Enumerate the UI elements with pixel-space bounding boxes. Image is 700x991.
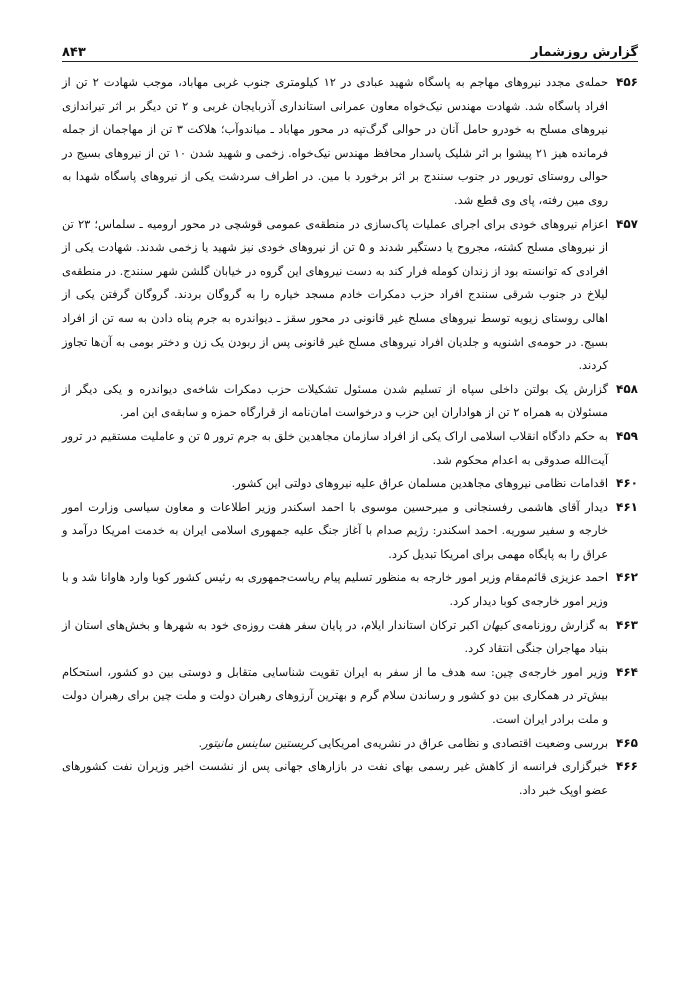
entry-number: ۴۵۸ — [616, 381, 638, 396]
publication-name: کیهان — [482, 617, 509, 632]
entry-text-part: بررسی وضعیت اقتصادی و نظامی عراق در نشریه‌ی امریکایی — [315, 735, 608, 750]
entry-text: اقدامات نظامی نیروهای مجاهدین مسلمان عراق علیه نیروهای دولتی این کشور. — [231, 476, 608, 491]
entry-text: احمد عزیزی قائم‌مقام وزیر امور خارجه به منظور تسلیم پیام ریاست‌جمهوری به رئیس کشور کوبا وارد هاوانا شد و با وزیر امور خارجه‌ی کوبا دیدار کرد. — [62, 570, 608, 609]
entry-list — [62, 71, 638, 802]
entry-number: ۴۵۶ — [616, 75, 638, 89]
entry-number: ۴۶۶ — [616, 759, 638, 774]
entry-text: گزارش یک بولتن داخلی سپاه از تسلیم شدن مسئول تشکیلات حزب دمکرات شاخه‌ی دیواندره و یکی دیگر از مسئولان به همراه ۲ تن از هواداران این حزب و درخواست امان‌نامه از قرارگاه حمزه و سابقه‌ی این امر. — [62, 381, 608, 420]
entry-number: ۴۶۱ — [616, 499, 638, 514]
entry-text — [62, 618, 608, 656]
page-number: ۸۴۳ — [62, 45, 86, 60]
entry-458 — [62, 378, 638, 425]
entry-number: ۴۶۵ — [616, 735, 638, 750]
entry-number: ۴۶۰ — [616, 476, 638, 491]
entry-466 — [62, 755, 638, 802]
page-header — [62, 36, 638, 60]
entry-text-part: . — [198, 735, 203, 750]
publication-name: کریستین ساینس مانیتور — [202, 735, 316, 750]
entry-463 — [62, 614, 638, 661]
entry-text: حمله‌ی مجدد نیروهای مهاجم به پاسگاه شهید عبادی در ۱۲ کیلومتری جنوب غربی مهاباد، موجب شهادت ۲ تن از افراد پاسگاه شد. شهادت مهندس نیک‌خواه معاون عمرانی استانداری آذربایجان غربی و ۲ تن دیگر بر اثر تیراندازی نیروهای مسلح به خودرو حامل آنان در حوالی گرگ‌تپه در محور مهاباد ـ میاندوآب؛ هلاکت ۳ تن از مهاجمان از جمله فرمانده هیز ۲۱ پیشوا بر اثر شلیک پاسدار محافظ مهندس نیک‌خواه. زخمی و شهید شدن ۱۰ تن از نیروهای بسیج در حوالی روستای توریور در جنوب سنندج بر اثر برخورد با مین. در اطراف سردشت یکی از نیروهای پاسگاه شهدا به روی مین رفته، پای وی قطع شد. — [62, 75, 609, 207]
entry-number: ۴۶۲ — [616, 570, 638, 585]
entry-number: ۴۵۷ — [616, 216, 638, 231]
entry-text-part: اکبر ترکان استاندار ایلام، در پایان سفر هفت روزه‌ی خود به شهرها و بخش‌های استان از بنیاد مهاجران جنگی انتقاد کرد. — [62, 617, 608, 656]
running-title: گزارش روزشمار — [531, 45, 638, 60]
entry-text: به حکم دادگاه انقلاب اسلامی اراک یکی از افراد سازمان مجاهدین خلق به جرم ترور ۵ تن و عاملیت مستقیم در ترور آیت‌الله صدوقی به اعدام محکوم شد. — [62, 428, 609, 467]
header-rule — [62, 61, 638, 62]
entry-text-part: به گزارش روزنامه‌ی — [508, 617, 608, 632]
entry-462 — [62, 566, 638, 613]
entry-number: ۴۵۹ — [616, 428, 638, 443]
entry-460 — [62, 472, 638, 496]
entry-456 — [62, 71, 638, 213]
entry-459 — [62, 425, 638, 472]
entry-461 — [62, 496, 638, 567]
entry-464 — [62, 661, 638, 732]
entry-number: ۴۶۴ — [616, 664, 638, 679]
entry-text: دیدار آقای هاشمی رفسنجانی و میرحسین موسوی با احمد اسکندر وزیر اطلاعات و معاون سیاسی وزارت امور خارجه و سفیر سوریه. احمد اسکندر: رژیم صدام با آغاز جنگ علیه جمهوری اسلامی ایران به خدمت امریکا درآمد و عراق را به پایگاه مهمی برای امریکا تبدیل کرد. — [62, 499, 608, 561]
entry-text: وزیر امور خارجه‌ی چین: سه هدف ما از سفر به ایران تقویت شناسایی متقابل و دوستی بین دو کشور، استحکام بیش‌تر در همکاری بین دو کشور و رساندن سلام گرم و بهترین آرزوهای رهبران دولت و ملت چین برای رهبران دولت و ملت برادر ایران است. — [62, 664, 608, 727]
entry-text — [198, 736, 608, 750]
entry-text: اعزام نیروهای خودی برای اجرای عملیات پاک‌سازی در منطقه‌ی عمومی قوشچی در محور ارومیه ـ سلماس؛ ۲۳ تن از نیروهای مسلح کشته، مجروح یا دستگیر شدند و ۵ تن از نیروهای خودی نیز شهید یا زخمی شدند. شهادت یکی از افرادی که توانسته بود از زندان کومله فرار کند به دست نیروهای این گروه در خیابان گلشن شهر سنندج. در منطقه‌ی لیلاخ در جنوب شرقی سنندج افراد حزب دمکرات خادم مسجد خیاره را به گروگان بردند. گروگان گرفتن یکی از اهالی روستای زیویه توسط نیروهای مسلح غیر قانونی در محور سقز ـ دیواندره به جرم پناه دادن به سه تن از افراد بسیج. در حومه‌ی اشنویه و جلدیان افراد نیروهای مسلح غیر قانونی پس از ربودن یک زن و دختر بومی به آن‌ها تجاوز کردند. — [62, 216, 609, 373]
entry-text: خبرگزاری فرانسه از کاهش غیر رسمی بهای نفت در بازارهای جهانی پس از نشست اخیر وزیران نفت کشورهای عضو اوپک خبر داد. — [62, 759, 608, 797]
entry-number: ۴۶۳ — [616, 617, 638, 632]
entry-457 — [62, 213, 638, 378]
entry-465 — [62, 732, 638, 756]
